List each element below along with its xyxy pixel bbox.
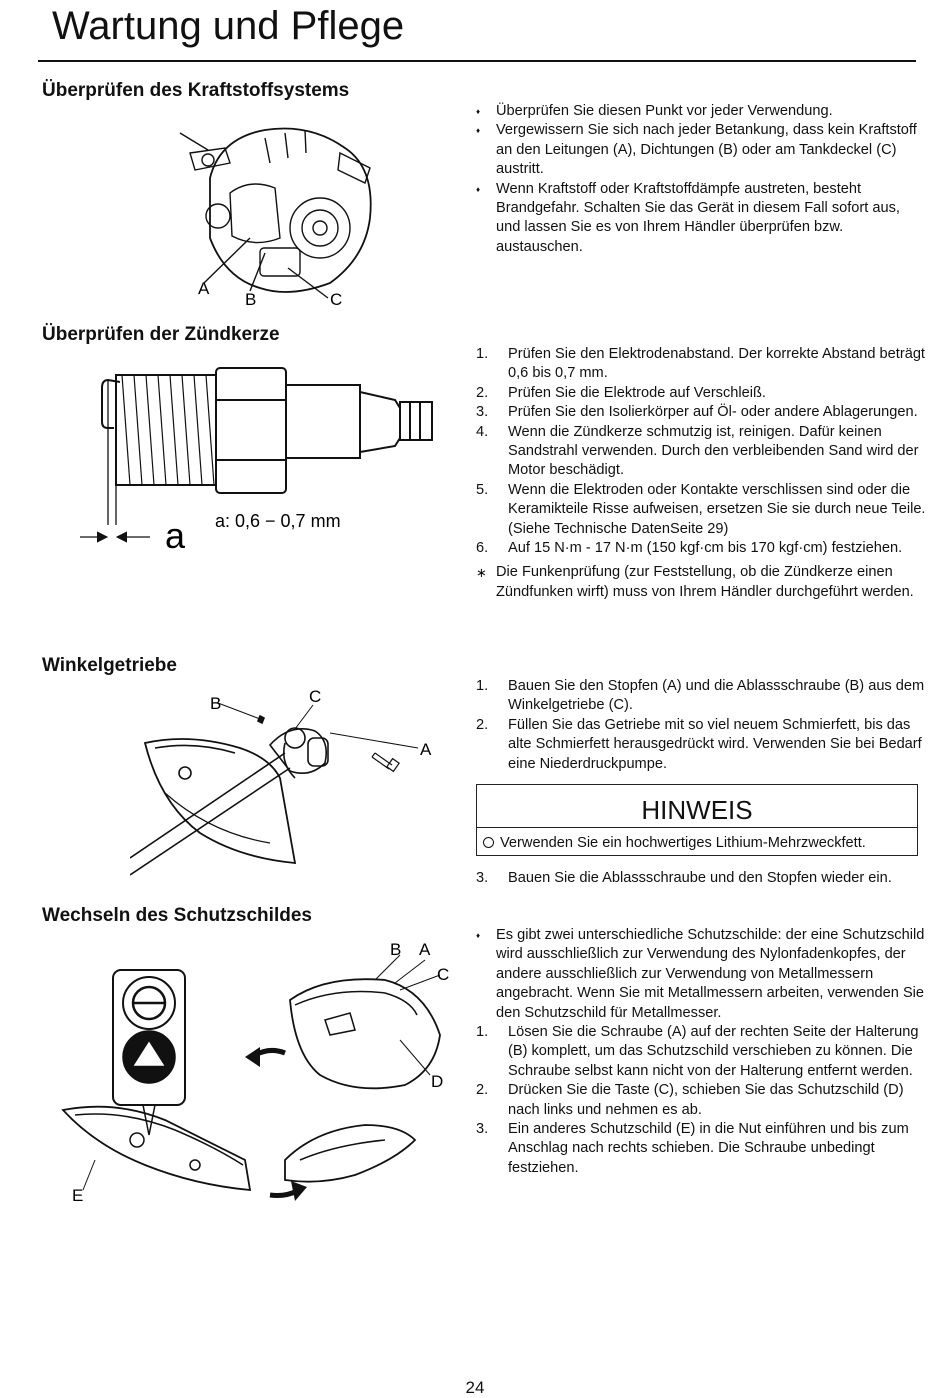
bullet-icon: ♦ <box>476 126 481 136</box>
shield-label-b: B <box>390 940 402 959</box>
shield-label-d: D <box>431 1072 444 1091</box>
shield-heading: Wechseln des Schutzschildes <box>42 905 312 926</box>
list-item: 3. Prüfen Sie den Isolierkörper auf Öl- oder andere Ablagerungen. <box>476 404 918 421</box>
notice-item: Verwenden Sie ein hochwertiges Lithium-Mehrzweckfett. <box>477 828 917 857</box>
list-item: 1. Prüfen Sie den Elektrodenabstand. Der korrekte Abstand beträgt 0,6 bis 0,7 mm. <box>476 346 925 382</box>
page-number: 24 <box>465 1378 485 1397</box>
shield-label-e: E <box>72 1186 84 1205</box>
plug-steps <box>476 345 928 602</box>
fuel-label-b: B <box>245 290 257 309</box>
list-item: 1. Lösen Sie die Schraube (A) auf der rechten Seite der Halterung (B) komplett, um das Schutzschild verschieben zu können. Die Schraube selbst kann nicht von der Halterung entfernt werden. <box>476 1024 919 1079</box>
gear-label-c: C <box>309 687 322 706</box>
title-rule <box>38 60 916 62</box>
list-item: 3. Ein anderes Schutzschild (E) in die Nut einführen und bis zum Anschlag nach rechts schieben. Die Schraube unbedingt festziehen. <box>476 1121 909 1176</box>
list-item: 1. Bauen Sie den Stopfen (A) und die Ablassschraube (B) aus dem Winkelgetriebe (C). <box>476 678 925 714</box>
engine-figure <box>170 108 390 313</box>
asterisk-icon: ∗ <box>476 565 487 581</box>
shield-figure <box>55 935 465 1215</box>
list-item: ♦ Wenn Kraftstoff oder Kraftstoffdämpfe austreten, besteht Brandgefahr. Schalten Sie das Gerät in diesem Fall sofort aus, und lassen Sie es von Ihrem Händler überprüfen bzw. austauschen. <box>476 180 928 258</box>
list-item: 4. Wenn die Zündkerze schmutzig ist, reinigen. Dafür keinen Sandstrahl verwenden. Durch den verbleibenden Sand wird der Motor beschädigt. <box>476 423 919 479</box>
plug-gap-letter: a <box>165 515 186 555</box>
list-item: ♦ Es gibt zwei unterschiedliche Schutzschilde: der eine Schutzschild wird ausschließlich zur Verwendung des Nylonfadenkopfes, der andere ausschließlich zur Verwendung von Metallmessern angebracht. Wenn Sie mit Metallmessern arbeiten, verwenden Sie den Schutzschild für Metallmesser. <box>476 926 928 1023</box>
shield-label-a: A <box>419 940 431 959</box>
list-item: 6. Auf 15 N·m - 17 N·m (150 kgf·cm bis 170 kgf·cm) festziehen. <box>476 540 903 557</box>
fuel-label-c: C <box>330 290 343 309</box>
list-item: 2. Füllen Sie das Getriebe mit so viel neuem Schmierfett, bis das alte Schmierfett herausgedrückt wird. Verwenden Sie bei Bedarf eine Niederdruckpumpe. <box>476 716 922 772</box>
shield-list <box>476 926 928 1178</box>
gear-label-b: B <box>210 694 222 713</box>
gear-heading: Winkelgetriebe <box>42 655 177 676</box>
fuel-list <box>476 102 928 257</box>
page-title: Wartung und Pflege <box>52 4 405 48</box>
gear-step-3 <box>476 869 928 888</box>
list-item: 5. Wenn die Elektroden oder Kontakte verschlissen sind oder die Keramikteile Risse aufweisen, ersetzen Sie sie durch neue Teile. (Siehe Technische DatenSeite 29) <box>476 481 926 537</box>
plug-note: ∗ Die Funkenprüfung (zur Feststellung, ob die Zündkerze einen Zündfunken wirft) muss von Ihrem Händler durchgeführt werden. <box>476 563 928 602</box>
list-item: 2. Drücken Sie die Taste (C), schieben Sie das Schutzschild (D) nach links und nehmen es ab. <box>476 1082 904 1118</box>
notice-title: HINWEIS <box>477 785 917 828</box>
list-item: ♦ Vergewissern Sie sich nach jeder Betankung, dass kein Kraftstoff an den Leitungen (A), Dichtungen (B) oder am Tankdeckel (C) austritt. <box>476 121 928 179</box>
fuel-label-a: A <box>198 279 210 298</box>
plug-heading: Überprüfen der Zündkerze <box>42 324 280 345</box>
plug-gap-value: a: 0,6 − 0,7 mm <box>215 511 341 531</box>
gear-steps <box>476 677 928 774</box>
fuel-heading: Überprüfen des Kraftstoffsystems <box>42 80 350 101</box>
shield-label-c: C <box>437 965 450 984</box>
spark-plug-figure <box>70 350 450 555</box>
circle-bullet-icon <box>483 837 494 848</box>
notice-box <box>476 784 918 856</box>
bullet-icon: ♦ <box>476 931 481 940</box>
list-item: ♦ Überprüfen Sie diesen Punkt vor jeder Verwendung. <box>476 102 928 121</box>
list-item: 2. Prüfen Sie die Elektrode auf Verschleiß. <box>476 384 766 401</box>
bullet-icon: ♦ <box>476 184 481 194</box>
list-item: 3. Bauen Sie die Ablassschraube und den Stopfen wieder ein. <box>476 870 892 886</box>
gear-label-a: A <box>420 740 432 759</box>
bullet-icon: ♦ <box>476 107 481 116</box>
angle-gear-figure <box>130 683 450 878</box>
